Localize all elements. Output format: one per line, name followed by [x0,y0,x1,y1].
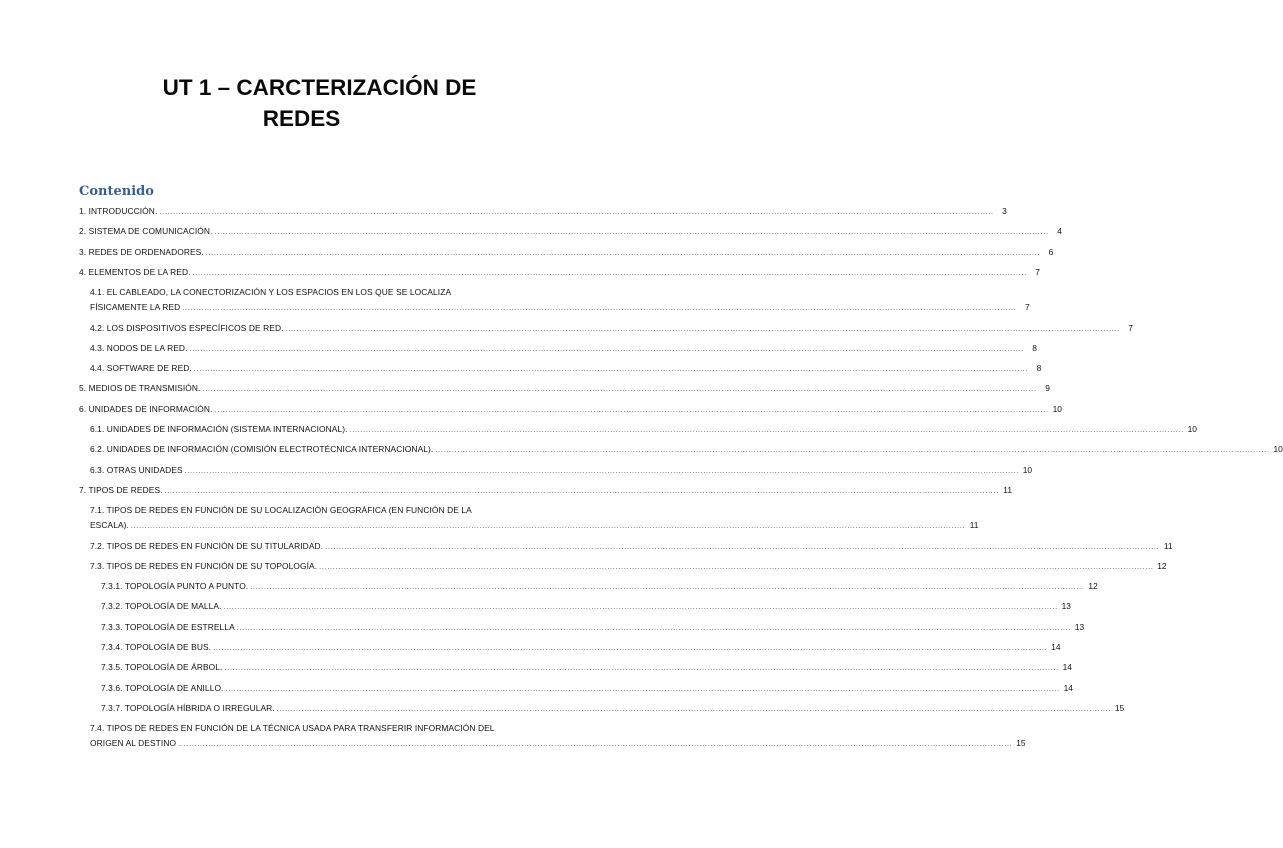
toc-page-number: 3 [1002,206,1007,216]
toc-page-number: 4 [1057,226,1062,237]
toc-dot-leader: ................................................................................................................................................................................................................................................................................................................ [205,249,1041,257]
document-title [0,72,599,134]
toc-page-number: 9 [1045,383,1050,394]
document-title-line2: REDES [262,106,341,131]
toc-entry-text: 6.2. UNIDADES DE INFORMACIÓN (COMISIÓN ELECTROTÉCNICA INTERNACIONAL). [90,444,434,455]
toc-dot-leader: ................................................................................................................................................................................................................................................................................................................ [202,386,1037,394]
toc-dot-leader: ................................................................................................................................................................................................................................................................................................................ [178,741,1013,749]
toc-page-number: 14 [1062,662,1072,673]
toc-page-number: 11 [969,520,979,531]
toc-entry-text: 7.4. TIPOS DE REDES EN FUNCIÓN DE LA TÉCNICA USADA PARA TRANSFERIR INFORMACIÓN DEL [90,723,495,734]
toc-entry-text: 7.2. TIPOS DE REDES EN FUNCIÓN DE SU TITULARIDAD. [90,540,324,551]
toc-dot-leader: ................................................................................................................................................................................................................................................................................................................ [349,427,1184,434]
toc-page-number: 10 [1273,444,1283,455]
toc-page-number: 12 [1088,581,1098,592]
toc-entry-text: 7. TIPOS DE REDES. [79,484,163,495]
toc-entry-text: 5. MEDIOS DE TRANSMISIÓN. [79,383,201,394]
toc-entry-text: 7.3.1. TOPOLOGÍA PUNTO A PUNTO. [101,581,249,592]
toc-entry-text: 7.3.6. TOPOLOGÍA DE ANILLO. [101,682,224,693]
toc-page-number: 10 [1052,403,1062,414]
toc-entry-text: 7.3.2. TOPOLOGÍA DE MALLA. [101,601,222,612]
toc-dot-leader: ................................................................................................................................................................................................................................................................................................................ [184,467,1020,475]
toc-dot-leader: ................................................................................................................................................................................................................................................................................................................ [236,624,1072,632]
toc-entry-text: 7.1. TIPOS DE REDES EN FUNCIÓN DE SU LOCALIZACIÓN GEOGRÁFICA (EN FUNCIÓN DE LA [90,505,472,516]
toc-page-number: 10 [1187,424,1197,434]
toc-entry-text: 6.3. OTRAS UNIDADES [90,464,183,475]
toc-entry-text: 3. REDES DE ORDENADORES. [79,246,204,257]
toc-page-number: 15 [1114,702,1125,713]
toc-page-number: 13 [1061,601,1071,612]
toc-page-number: 12 [1157,560,1167,571]
toc-entry-text: 7.3.3. TOPOLOGÍA DE ESTRELLA [101,621,235,632]
toc-entry-text: 4.4. SOFTWARE DE RED. [90,363,192,374]
toc-dot-leader: ................................................................................................................................................................................................................................................................................................................ [223,604,1058,612]
toc-page-number: 10 [1022,464,1033,475]
toc-dot-leader: ................................................................................................................................................................................................................................................................................................................ [214,406,1049,414]
toc-dot-leader: ................................................................................................................................................................................................................................................................................................................ [224,665,1059,673]
toc-page-number: 6 [1048,246,1054,257]
toc-entry-text: 7.3. TIPOS DE REDES EN FUNCIÓN DE SU TOPOLOGÍA. [90,560,318,571]
toc-dot-leader: ................................................................................................................................................................................................................................................................................................................ [276,705,1112,713]
toc-dot-leader: ................................................................................................................................................................................................................................................................................................................ [214,229,1049,237]
toc-page-number: 11 [1163,540,1173,551]
toc-entry-text: 7.3.5. TOPOLOGÍA DE ÁRBOL. [101,662,223,673]
toc-page-number: 8 [1036,363,1042,374]
toc-page-number: 7 [1025,302,1030,313]
toc-dot-leader: ................................................................................................................................................................................................................................................................................................................ [213,645,1048,652]
toc-entry-text: 4.2. LOS DISPOSITIVOS ESPECÍFICOS DE RED. [90,322,284,333]
toc-entry-text: 6.1. UNIDADES DE INFORMACIÓN (SISTEMA INTERNACIONAL). [90,424,348,434]
toc-dot-leader: ................................................................................................................................................................................................................................................................................................................ [182,305,1017,313]
toc-dot-leader: ................................................................................................................................................................................................................................................................................................................ [192,269,1027,277]
toc-dot-leader: ................................................................................................................................................................................................................................................................................................................ [130,523,966,531]
toc-page-number: 7 [1035,266,1040,277]
toc-dot-leader: ................................................................................................................................................................................................................................................................................................................ [159,209,994,216]
toc-page-number: 15 [1016,738,1026,749]
toc-page-number: 7 [1128,322,1133,333]
toc-page-number: 11 [1003,484,1012,495]
toc-entry-text-cont: FÍSICAMENTE LA RED [90,302,181,313]
toc-page-number: 13 [1074,621,1085,632]
document-title-line1: UT 1 – CARCTERIZACIÓN DE [162,75,477,100]
toc-entry-text-cont: ORIGEN AL DESTINO [90,738,177,749]
toc-entry-text: 6. UNIDADES DE INFORMACIÓN. [79,403,213,414]
toc-page-number: 14 [1051,642,1061,652]
toc-dot-leader: ................................................................................................................................................................................................................................................................................................................ [193,366,1029,374]
toc-entry-text: 7.3.7. TOPOLOGÍA HÍBRIDA O IRREGULAR. [101,702,275,713]
toc-entry-text: 4.1. EL CABLEADO, LA CONECTORIZACIÓN Y LOS ESPACIOS EN LOS QUE SE LOCALIZA [90,287,452,298]
toc-dot-leader: ................................................................................................................................................................................................................................................................................................................ [285,325,1120,333]
toc-entry-text: 7.3.4. TOPOLOGÍA DE BUS. [101,642,212,652]
toc-entry-text: 2. SISTEMA DE COMUNICACIÓN. [79,226,213,237]
toc-entry-text: 4.3. NODOS DE LA RED. [90,342,188,353]
toc-entry-text-cont: ESCALA). [90,520,129,531]
toc-page-number: 14 [1063,682,1073,693]
toc-dot-leader: ................................................................................................................................................................................................................................................................................................................ [435,447,1270,455]
toc-entry-text: 4. ELEMENTOS DE LA RED. [79,266,191,277]
toc-entry-text: 1. INTRODUCCIÓN. [79,206,158,216]
toc-dot-leader: ................................................................................................................................................................................................................................................................................................................ [325,543,1160,551]
toc-dot-leader: ................................................................................................................................................................................................................................................................................................................ [319,563,1154,571]
toc-page-number: 8 [1032,342,1037,353]
toc-dot-leader: ................................................................................................................................................................................................................................................................................................................ [164,487,999,495]
toc-dot-leader: ................................................................................................................................................................................................................................................................................................................ [225,685,1060,693]
toc-dot-leader: ................................................................................................................................................................................................................................................................................................................ [189,345,1024,353]
toc-dot-leader: ................................................................................................................................................................................................................................................................................................................ [250,584,1085,592]
contents-heading: Contenido [79,184,154,199]
